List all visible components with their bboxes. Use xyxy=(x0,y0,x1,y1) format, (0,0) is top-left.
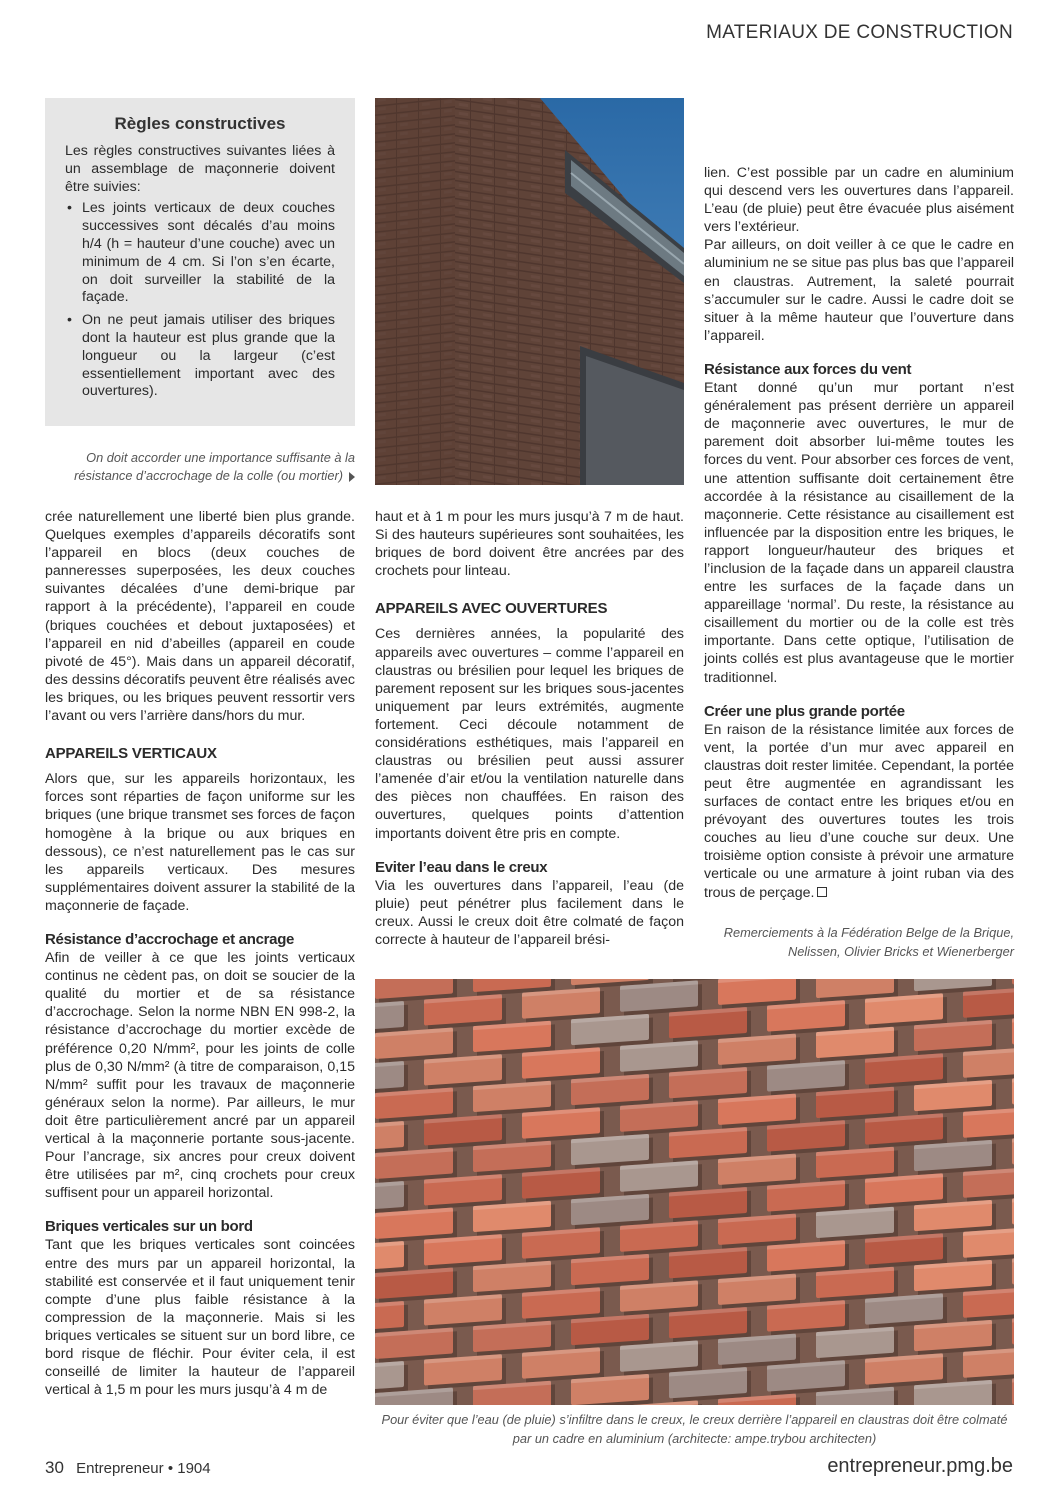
paragraph: lien. C’est possible par un cadre en aluminium qui descend vers les ouvertures dans l’appareil. L’eau (de pluie) peut être évacuée plus aisément vers l’extérieur. xyxy=(704,165,1014,236)
photo-caption-top xyxy=(45,449,355,485)
rules-sidebar xyxy=(45,98,355,426)
end-mark-icon xyxy=(817,887,827,897)
acknowledgements: Remerciements à la Fédération Belge de la Brique, Nelissen, Olivier Bricks et Wienerberger xyxy=(723,925,1014,959)
paragraph: Via les ouvertures dans l’appareil, l’eau (de pluie) peut pénétrer plus facilement dans le creux. Aussi le creux doit être colmaté de façon correcte à hauteur de l’appareil brési- xyxy=(375,877,684,948)
paragraph xyxy=(704,721,1014,902)
paragraph: Alors que, sur les appareils horizontaux, les forces sont réparties de façon uniforme sur les briques (une brique transmet ses forces de façon homogène à la brique ou aux briques en dessous), ce n’est naturellement pas le cas sur les appareils verticaux. Des mesures supplémentaires doivent assurer la stabilité de la maçonnerie de façade. xyxy=(45,771,355,914)
sub-heading: Résistance d’accrochage et ancrage xyxy=(45,930,295,948)
caption-text: On doit accorder une importance suffisante à la résistance d’accrochage de la colle (ou mortier) xyxy=(74,450,355,483)
paragraph: Afin de veiller à ce que les joints verticaux continus ne cèdent pas, on doit se soucier de la qualité du mortier et de sa résistance d’accrochage. Selon la norme NBN EN 998-2, la résistance d’accrochage du mortier excède de préférence 0,20 N/mm², pour les joints de colle plus de 0,30 N/mm² (à titre de comparaison, 0,15 N/mm² suffit pour les travaux de maçonnerie généraux selon la norme). Par ailleurs, le mur doit être particulièrement ancré par un appareil vertical à la maçonnerie portante sous-jacente. Pour l’ancrage, six ancres pour creux doivent être utilisées par m², cinq crochets pour creux suffisent pour un appareil horizontal. xyxy=(45,950,355,1202)
text-column-3 xyxy=(704,164,1014,902)
section-heading: APPAREILS VERTICAUX xyxy=(45,745,217,763)
paragraph: Par ailleurs, on doit veiller à ce que le cadre en aluminium ne se situe pas plus bas que l’appareil en claustras. Autrement, la saleté pourrait s’accumuler sur le cadre. Aussi le cadre doit se situer à la même hauteur que l’ouverture dans l’appareil. xyxy=(704,237,1014,344)
section-header: MATERIAUX DE CONSTRUCTION xyxy=(706,22,1013,43)
sub-heading: Briques verticales sur un bord xyxy=(45,1218,253,1236)
sub-heading: Résistance aux forces du vent xyxy=(704,360,912,378)
paragraph: Tant que les briques verticales sont coincées entre des murs par un appareil horizontal, la stabilité est conservée et il faut uniquement tenir compte d’une plus faible résistance à la compression de la maçonnerie. Mais si les briques verticales se situent sur un bord libre, ce bord risque de fléchir. Pour éviter cela, il est conseillé de limiter la hauteur de l’appareil vertical à 1,5 m pour les murs jusqu’à 4 m de xyxy=(45,1237,355,1399)
sidebar-list-item: • Les joints verticaux de deux couches successives sont décalés d’au moins h/4 (h = hauteur d’une couche) avec un minimum de 4 cm. Si l’on s’en écarte, on doit surveiller la stabilité de la façade. xyxy=(65,200,335,307)
footer-left xyxy=(45,1458,211,1478)
paragraph-text: En raison de la résistance limitée aux forces de vent, la portée d’un mur avec appareil en claustras doit rester limitée. Cependant, la portée peut être augmentée en agrandissant les surfaces de contact entre les briques et/ou en prévoyant des ouvertures toutes les trois couches au lieu d’une couche sur deux. Une troisième option consiste à prévoir une armature verticale ou une armature à joint ruban via des trous de perçage. xyxy=(704,721,1014,901)
photo-caption-bottom: Pour éviter que l’eau (de pluie) s’infiltre dans le creux, le creux derrière l’appareil en claustras doit être colmaté par un cadre en aluminium (architecte: ampe.trybou architecten) xyxy=(381,1412,1008,1446)
paragraph: crée naturellement une liberté bien plus grande. Quelques exemples d’appareils décoratifs sont l’appareil en blocs (deux couches de panneresses superposées, les deux couches suivantes décalées d’une demi-brique par rapport à la précédente), l’appareil en coude (briques couchées et debout juxtaposées) et l’appareil en nid d’abeilles (appareil en coude pivoté de 45°). Mais dans un appareil décoratif, des dessins décoratifs peuvent être réalisés avec les briques, ou les briques peuvent ressortir vers l’avant ou vers l’arrière dans/hors du mur. xyxy=(45,509,355,725)
sidebar-title: Règles constructives xyxy=(114,114,286,133)
caption-arrow-icon xyxy=(349,472,355,482)
sidebar-list-item: • On ne peut jamais utiliser des briques dont la hauteur est plus grande que la longueur ou la largeur (c’est essentiellement important avec des ouvertures). xyxy=(65,312,335,401)
section-heading: APPAREILS AVEC OUVERTURES xyxy=(375,600,608,618)
magazine-issue: Entrepreneur • 1904 xyxy=(76,1460,211,1477)
paragraph: Ces dernières années, la popularité des appareils avec ouvertures – comme l’appareil en claustras ou brésilien pour lequel les briques de parement reposent sur les briques sous-jacentes uniquement par leurs extrémités, augmente fortement. Ceci découle notamment de considérations esthétiques, mais l’appareil en claustras ou brésilien peut aussi assurer l’amenée d’air et/ou la ventilation naturelle dans des pièces non chauffées. En raison des ouvertures, quelques points d’attention importants doivent être pris en compte. xyxy=(375,626,684,842)
page-number: 30 xyxy=(45,1458,64,1477)
website-link[interactable]: entrepreneur.pmg.be xyxy=(827,1455,1013,1477)
text-column-1 xyxy=(45,508,355,1399)
paragraph: Etant donné qu’un mur portant n’est généralement pas présent derrière un appareil de maçonnerie avec ouvertures, le mur de parement doit absorber lui-même toutes les forces du vent. Pour absorber ces forces de vent, une attention suffisante doit certainement être accordée à la résistance au cisaillement de la maçonnerie. Cette résistance au cisaillement est influencée par la disposition entre les briques, le rapport longueur/hauteur des briques et l’inclusion de la façade dans un appareil claustra entre les surfaces de la façade dans un appareillage ‘normal’. Du reste, la résistance au cisaillement du mortier ou de la colle est très importante. Dans cette optique, l’utilisation de joints collés est plus avantageuse que le mortier traditionnel. xyxy=(704,380,1014,686)
sidebar-list xyxy=(65,200,335,401)
sub-heading: Créer une plus grande portée xyxy=(704,702,905,720)
sub-heading: Eviter l’eau dans le creux xyxy=(375,858,548,876)
sidebar-intro: Les règles constructives suivantes liées à un assemblage de maçonnerie doivent être suivies: xyxy=(65,143,335,195)
claustra-wall-photo xyxy=(375,979,1014,1405)
paragraph: haut et à 1 m pour les murs jusqu’à 7 m de haut. Si des hauteurs supérieures sont souhaitées, les briques de bord doivent être ancrées par des crochets pour linteau. xyxy=(375,509,684,580)
text-column-2 xyxy=(375,508,684,949)
building-corner-photo xyxy=(375,98,684,485)
